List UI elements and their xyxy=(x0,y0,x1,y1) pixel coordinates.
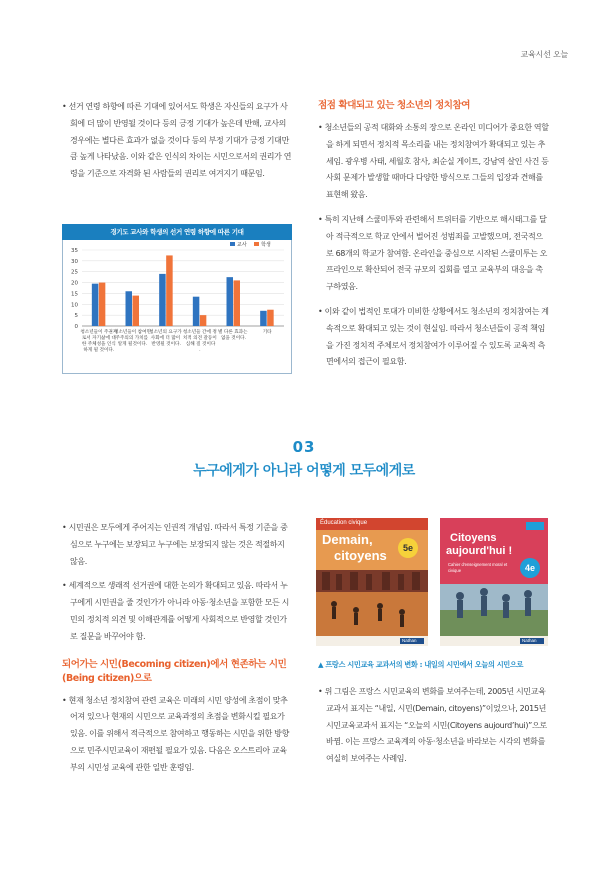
bar-teacher xyxy=(92,284,99,326)
legend-swatch xyxy=(254,242,259,246)
book1-title-line2: citoyens xyxy=(334,548,387,563)
chart-title: 경기도 교사와 학생의 선거 연령 하향에 따른 기대 xyxy=(62,224,292,240)
bar-teacher xyxy=(126,291,133,326)
heading-youth-political-participation: 점점 확대되고 있는 청소년의 정치참여 xyxy=(318,100,471,111)
book1-publisher: Nathan xyxy=(402,638,417,643)
paragraph-school-metoo: • 특히 지난해 스쿨미투와 관련해서 트위터를 기반으로 해시태그를 달아 적극적으로 학교 안에서 벌어진 성범죄를 고발했으며, 전국적으로 68개의 학교가 참여함. 온라인을 중심으로 시작된 스쿨미투는 오프라인으로 확산되어 전국 규모의 집회를 열고 교육부의 대응을 촉구하였음. xyxy=(318,214,548,292)
book1-series: Éducation civique xyxy=(320,520,368,526)
right-top-column xyxy=(318,99,550,379)
x-category-label: 청소년들 간에 정 치적 의견 갈등이 심해 질 것이다 . xyxy=(182,330,217,353)
y-tick-label: 35 xyxy=(71,248,78,254)
book-cover-citoyens-aujourdhui xyxy=(440,518,548,646)
bar-teacher xyxy=(260,311,267,326)
y-tick-label: 0 xyxy=(74,324,78,330)
bar-teacher xyxy=(159,274,166,326)
paragraph-birthright-suffrage: • 세계적으로 생래적 선거권에 대한 논의가 확대되고 있음. 따라서 누구에게 시민권을 줄 것인가가 아니라 아동·청소년을 포함한 모든 시민의 정치적 의견 및 이해관계를 어떻게 사회적으로 반영할 것인가로 질문을 바꾸어야 함. xyxy=(62,581,289,641)
book2-publisher: Nathan xyxy=(522,638,537,643)
legend-swatch xyxy=(230,242,235,246)
y-tick-label: 15 xyxy=(71,291,78,298)
x-category-label: 별 다른 효과는 없을 것이다. xyxy=(217,330,250,341)
bar-student xyxy=(99,283,106,326)
bar-teacher xyxy=(227,277,234,326)
book1-title-line1: Demain, xyxy=(322,532,373,547)
left-top-column xyxy=(62,99,294,191)
paragraph-voting-age-expectation: • 선거 연령 하향에 따른 기대에 있어서도 학생은 자신들의 요구가 사회에 더 많이 반영될 것이다 등의 긍정 기대가 높은데 반해, 교사의 경우에는 별다른 효과가 없을 것이다 등의 부정 기대가 긍정 기대만큼 높게 나타났음. 이와 같은 인식의 차이는 시민으로서의 권리가 연령을 기준으로 자격화 된 사람들의 권리로 여겨지기 때문임. xyxy=(62,102,292,179)
x-category-label: 기타 xyxy=(262,330,272,335)
y-tick-label: 25 xyxy=(71,269,78,276)
bar-student xyxy=(166,255,173,326)
book2-title-line1: Citoyens xyxy=(450,532,497,544)
book2-grade-badge: 4e xyxy=(520,558,540,578)
figure-caption: ▲ 프랑스 시민교육 교과서의 변화 : 내일의 시민에서 오늘의 시민으로 xyxy=(318,660,524,669)
paragraph-civic-education-direction: • 현재 청소년 정치참여 관련 교육은 미래의 시민 양성에 초점이 맞추어져 있으나 현재의 시민으로 교육과정의 초점을 변화시킬 필요가 있음. 이를 위해서 적극적으로 참여하고 행동하는 시민을 위한 방향으로 민주시민교육이 재편될 필요가 있음. 다음은 오스트리아 교육부의 시민성 교육에 관한 일반 훈령임. xyxy=(62,695,289,772)
paragraph-online-media: • 청소년들의 공적 대화와 소통의 장으로 온라인 미디어가 중요한 역할을 하게 되면서 정치적 목소리를 내는 정치참여가 확대되고 있는 추세임. 광우병 사태, 세월호 참사, 최순실 게이트, 강남역 살인 사건 등 사회 문제가 발생할 때마다 다양한 방식으로 그들의 입장과 견해를 표현해 왔음. xyxy=(318,123,549,200)
book1-grade-badge: 5e xyxy=(398,538,418,558)
bar-student xyxy=(234,280,241,326)
legend-label: 학생 xyxy=(261,242,271,248)
paragraph-participation-expanding: • 이와 같이 법적인 토대가 미비한 상황에서도 청소년의 정치참여는 계속적으로 확대되고 있는 것이 현실임. 따라서 청소년들이 공적 책임을 가진 정치적 주체로서 정치참여가 이루어질 수 있도록 교육적 측면에서의 접근이 필요함. xyxy=(318,306,549,367)
bar-student xyxy=(267,310,274,326)
x-category-label: 청소년의 요구가 사회에 더 많이 반영될 것이다. xyxy=(149,330,184,347)
bar-student xyxy=(133,296,140,326)
bar-student xyxy=(200,315,207,326)
right-bottom-column xyxy=(318,684,550,776)
x-category-label: 청소년들이 참여민 주주의의 가치를 알게 될것이다. xyxy=(114,330,151,347)
section-number: 03 xyxy=(292,438,316,456)
section-title: 누구에게가 아니라 어떻게 모두에게로 xyxy=(193,463,415,479)
left-bottom-column xyxy=(62,520,294,785)
page-header-label: 교육시선 오늘 xyxy=(520,50,568,59)
book2-title-line2: aujourd'hui ! xyxy=(446,545,513,557)
y-tick-label: 30 xyxy=(71,258,78,265)
heading-becoming-to-being-citizen: 되어가는 시민(Becoming citizen)에서 현존하는 시민 (Being citizen)으로 xyxy=(62,658,287,684)
book-cover-demain-citoyens xyxy=(316,518,428,646)
bar-teacher xyxy=(193,297,200,326)
x-category-label: 청소년들이 주권자 로서 자기삶에 대 한 주체성을 인식 하게 될 것이다. xyxy=(80,330,118,353)
paragraph-french-civic-textbook: • 위 그림은 프랑스 시민교육의 변화를 보여주는데, 2005년 시민교육 교과서 표지는 “내일, 시민(Demain, citoyens)”이었으나, 2015년 시민교육교과서 표지는 “오늘의 시민(Citoyens aujourd’hui)”으로 바뀜. 이는 프랑스 교육계의 아동·청소년을 바라보는 시각의 변화를 여실히 보여주는 사례임. xyxy=(318,687,547,764)
legend-label: 교사 xyxy=(237,242,247,248)
bar-chart xyxy=(62,240,292,374)
y-tick-label: 20 xyxy=(71,280,78,287)
y-tick-label: 5 xyxy=(74,313,78,320)
book2-subtitle: Cahier d'enseignement moral et civique xyxy=(448,562,508,573)
y-tick-label: 10 xyxy=(71,302,78,309)
paragraph-citizenship-human-right: • 시민권은 모두에게 주어지는 인권적 개념임. 따라서 특정 기준을 중심으로 누구에는 보장되고 누구에는 보장되지 않는 것은 적절하지 않음. xyxy=(62,523,288,566)
